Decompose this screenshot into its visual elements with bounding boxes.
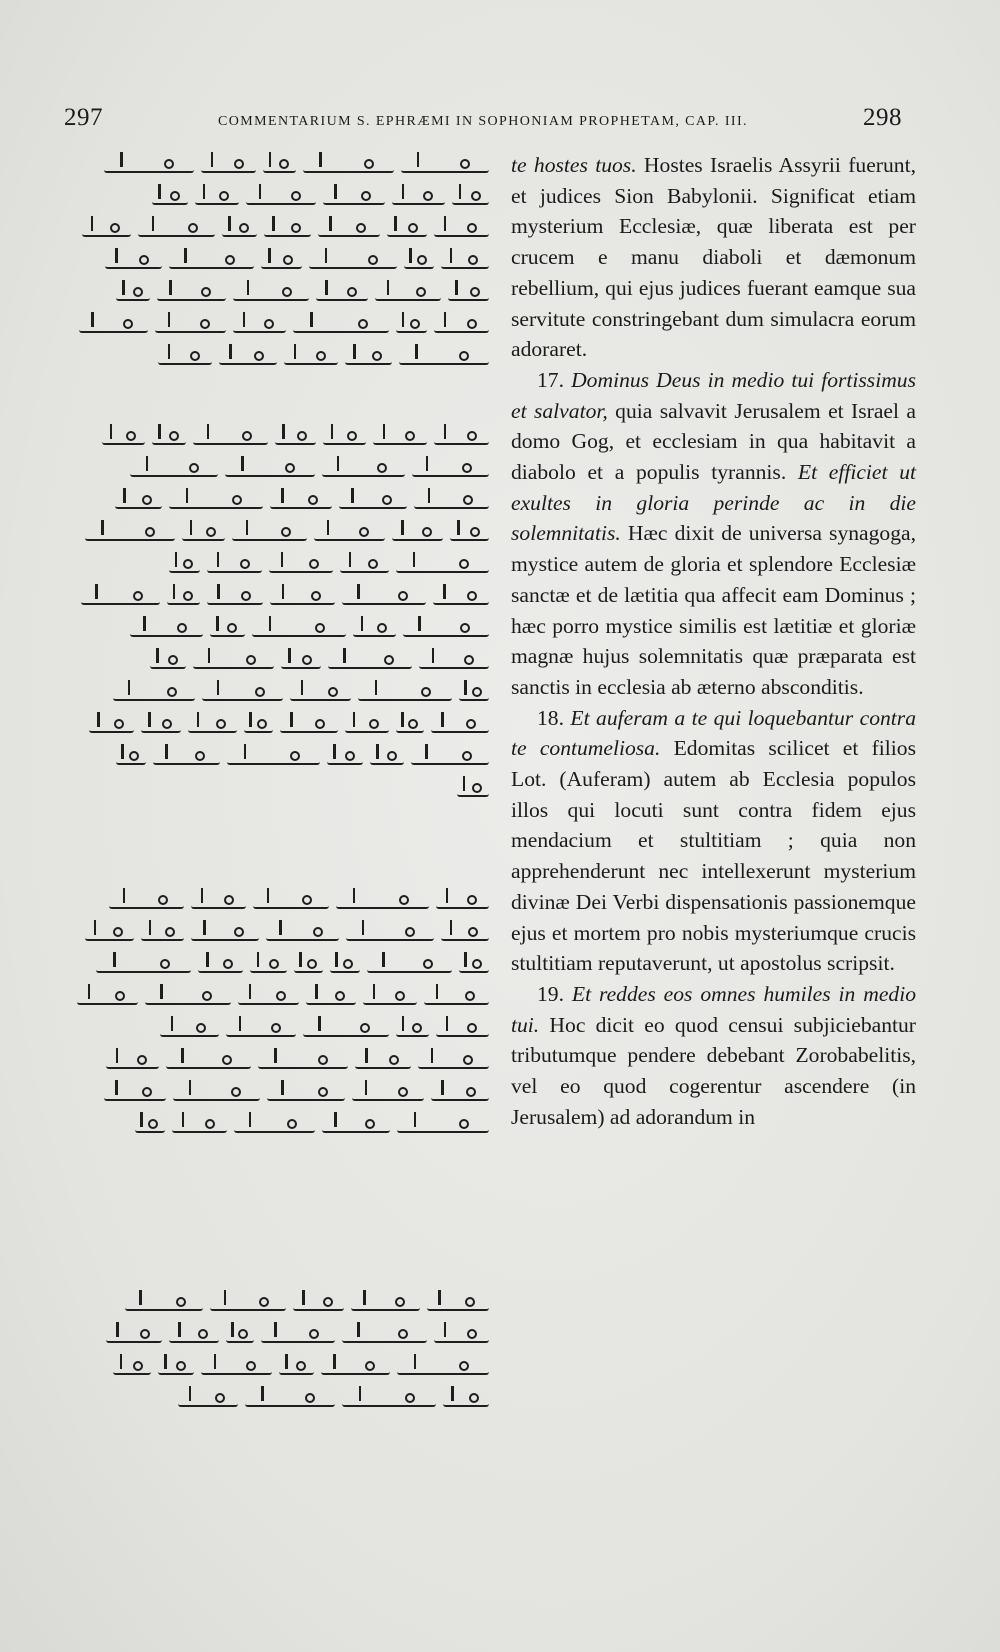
syriac-word-glyph xyxy=(367,959,452,973)
syriac-word-glyph xyxy=(303,159,394,173)
paragraph-verse-18 xyxy=(511,703,916,979)
syriac-word-glyph xyxy=(152,191,188,205)
syriac-word-glyph xyxy=(340,559,389,573)
syriac-word-glyph xyxy=(245,1393,335,1407)
syriac-word-glyph xyxy=(328,655,412,669)
syriac-word-glyph xyxy=(105,255,162,269)
syriac-word-glyph xyxy=(342,1329,427,1343)
syriac-word-glyph xyxy=(270,591,335,605)
syriac-word-glyph xyxy=(441,255,489,269)
syriac-line xyxy=(64,550,489,581)
syriac-word-glyph xyxy=(234,1119,315,1133)
verse-number: 17. xyxy=(537,367,564,392)
syriac-word-glyph xyxy=(396,1023,429,1037)
syriac-word-glyph xyxy=(270,495,332,509)
syriac-word-glyph xyxy=(392,527,443,541)
syriac-line xyxy=(64,710,489,741)
syriac-word-glyph xyxy=(263,159,296,173)
syriac-word-glyph xyxy=(431,1087,489,1101)
syriac-word-glyph xyxy=(412,463,489,477)
syriac-word-glyph xyxy=(226,1329,254,1343)
syriac-word-glyph xyxy=(158,1361,194,1375)
syriac-word-glyph xyxy=(226,1023,296,1037)
syriac-line xyxy=(64,342,489,373)
syriac-line xyxy=(64,150,489,181)
syriac-word-glyph xyxy=(169,495,263,509)
syriac-word-glyph xyxy=(339,495,407,509)
syriac-word-glyph xyxy=(450,527,489,541)
syriac-word-glyph xyxy=(316,287,368,301)
syriac-word-glyph xyxy=(167,591,200,605)
syriac-word-glyph xyxy=(135,1119,165,1133)
syriac-word-glyph xyxy=(232,527,307,541)
syriac-word-glyph xyxy=(397,1361,489,1375)
syriac-word-glyph xyxy=(233,287,309,301)
syriac-line xyxy=(64,486,489,517)
syriac-word-glyph xyxy=(321,1361,390,1375)
syriac-word-glyph xyxy=(207,591,263,605)
syriac-word-glyph xyxy=(433,591,489,605)
syriac-word-glyph xyxy=(269,559,333,573)
syriac-word-glyph xyxy=(233,319,286,333)
syriac-word-glyph xyxy=(81,591,160,605)
syriac-word-glyph xyxy=(252,623,346,637)
syriac-word-glyph xyxy=(169,559,200,573)
verse-number: 19. xyxy=(537,981,564,1006)
syriac-word-glyph xyxy=(267,1087,345,1101)
syriac-word-glyph xyxy=(318,223,380,237)
syriac-line xyxy=(64,518,489,549)
syriac-word-glyph xyxy=(306,991,356,1005)
running-title: COMMENTARIUM S. EPHRÆMI IN SOPHONIAM PROPHETAM, CAP. III. xyxy=(218,114,748,129)
syriac-line xyxy=(64,742,489,773)
syriac-word-glyph xyxy=(225,463,315,477)
syriac-word-glyph xyxy=(396,319,427,333)
syriac-word-glyph xyxy=(281,655,321,669)
syriac-line xyxy=(64,1352,489,1383)
syriac-word-glyph xyxy=(141,719,181,733)
syriac-word-glyph xyxy=(293,319,389,333)
paragraph-verse-19 xyxy=(511,979,916,1133)
syriac-line xyxy=(64,1014,489,1045)
syriac-word-glyph xyxy=(434,1329,489,1343)
syriac-word-glyph xyxy=(153,751,220,765)
syriac-word-glyph xyxy=(280,719,338,733)
syriac-word-glyph xyxy=(345,351,392,365)
verse-number: 18. xyxy=(537,705,564,730)
syriac-word-glyph xyxy=(157,287,226,301)
syriac-word-glyph xyxy=(303,1023,389,1037)
syriac-word-glyph xyxy=(399,351,489,365)
syriac-block-2 xyxy=(64,422,489,806)
syriac-line xyxy=(64,950,489,981)
syriac-word-glyph xyxy=(293,1297,344,1311)
syriac-word-glyph xyxy=(411,751,489,765)
syriac-word-glyph xyxy=(207,559,262,573)
syriac-word-glyph xyxy=(172,1119,227,1133)
syriac-word-glyph xyxy=(414,495,489,509)
paragraph-verse-17 xyxy=(511,365,916,703)
syriac-line xyxy=(64,1078,489,1109)
syriac-word-glyph xyxy=(202,687,283,701)
syriac-word-glyph xyxy=(113,1361,151,1375)
page-header xyxy=(64,104,902,138)
syriac-word-glyph xyxy=(210,623,245,637)
lemma-italic: Dominus Deus in medio tui fortissimus et salvator, xyxy=(511,367,916,423)
syriac-line xyxy=(64,886,489,917)
syriac-word-glyph xyxy=(104,1087,166,1101)
lemma-italic: Et reddes eos omnes humiles in medio tui. xyxy=(511,981,916,1037)
syriac-word-glyph xyxy=(355,1055,411,1069)
syriac-word-glyph xyxy=(336,895,429,909)
syriac-word-glyph xyxy=(141,927,184,941)
syriac-word-glyph xyxy=(434,431,489,445)
syriac-line xyxy=(64,310,489,341)
syriac-word-glyph xyxy=(191,927,259,941)
syriac-word-glyph xyxy=(397,1119,489,1133)
syriac-word-glyph xyxy=(351,1297,420,1311)
syriac-word-glyph xyxy=(284,351,338,365)
syriac-line xyxy=(64,918,489,949)
syriac-word-glyph xyxy=(443,1393,489,1407)
syriac-word-glyph xyxy=(152,431,186,445)
syriac-word-glyph xyxy=(309,255,397,269)
syriac-word-glyph xyxy=(193,655,274,669)
syriac-word-glyph xyxy=(434,223,489,237)
lemma-italic: Et efficiet ut exultes in gloria perinde ac in die solemnitatis. xyxy=(511,460,916,546)
syriac-word-glyph xyxy=(198,959,243,973)
syriac-word-glyph xyxy=(266,927,339,941)
syriac-word-glyph xyxy=(370,751,404,765)
syriac-block-3 xyxy=(64,886,489,1142)
syriac-word-glyph xyxy=(182,527,225,541)
page-number-left: 297 xyxy=(64,104,103,131)
syriac-word-glyph xyxy=(201,1361,272,1375)
syriac-word-glyph xyxy=(373,431,427,445)
syriac-word-glyph xyxy=(346,927,434,941)
syriac-word-glyph xyxy=(250,959,287,973)
syriac-word-glyph xyxy=(238,991,299,1005)
syriac-word-glyph xyxy=(392,191,445,205)
syriac-word-glyph xyxy=(219,351,277,365)
syriac-line xyxy=(64,1384,489,1415)
lemma-italic: te hostes tuos. xyxy=(511,153,637,177)
syriac-word-glyph xyxy=(448,287,489,301)
syriac-word-glyph xyxy=(436,895,489,909)
syriac-word-glyph xyxy=(375,287,441,301)
syriac-word-glyph xyxy=(452,191,489,205)
syriac-word-glyph xyxy=(155,319,226,333)
commentary-text: Hæc dixit de universa synagoga, mystice autem de gloria et splendore Ecclesiæ sanctæ et de lætitia qua affecit eam Dominus ; hæc porro mystice similis est lætitiæ et gloriæ magnæ hujus solemnitatis quæ præparata est sanctis in ecclesia ab æterno absconditis. xyxy=(511,521,916,699)
syriac-line xyxy=(64,454,489,485)
syriac-word-glyph xyxy=(193,431,268,445)
syriac-word-glyph xyxy=(191,895,246,909)
syriac-word-glyph xyxy=(258,1055,348,1069)
syriac-word-glyph xyxy=(418,1055,489,1069)
syriac-word-glyph xyxy=(125,1297,203,1311)
commentary-text: Edomitas scilicet et filios Lot. (Auferam) autem ab Ecclesia populos illos qui locuti sunt contra fidem ejus mendacium et stultitiam ; quia non apprehenderunt nec intellexerunt mysterium divinæ Dei Verbi dispensationis passionemque ejus et mortem pro nobis mysteriumque crucis stultitiam reputaverunt, ut apostolus scripsit. xyxy=(511,736,917,976)
syriac-line xyxy=(64,246,489,277)
syriac-line xyxy=(64,1288,489,1319)
syriac-word-glyph xyxy=(77,991,138,1005)
syriac-line xyxy=(64,278,489,309)
syriac-line xyxy=(64,582,489,613)
syriac-word-glyph xyxy=(457,783,489,797)
syriac-word-glyph xyxy=(145,991,231,1005)
syriac-word-glyph xyxy=(210,1297,286,1311)
syriac-word-glyph xyxy=(290,687,351,701)
syriac-word-glyph xyxy=(130,623,203,637)
syriac-word-glyph xyxy=(279,1361,314,1375)
syriac-word-glyph xyxy=(188,719,237,733)
latin-text-column xyxy=(511,150,916,1133)
syriac-line xyxy=(64,982,489,1013)
syriac-line xyxy=(64,614,489,645)
syriac-word-glyph xyxy=(431,719,489,733)
syriac-word-glyph xyxy=(166,1055,251,1069)
syriac-word-glyph xyxy=(342,1393,436,1407)
syriac-text-column xyxy=(64,150,489,1470)
syriac-word-glyph xyxy=(244,719,273,733)
syriac-word-glyph xyxy=(150,655,186,669)
syriac-word-glyph xyxy=(173,1087,260,1101)
syriac-line xyxy=(64,646,489,677)
syriac-word-glyph xyxy=(459,959,489,973)
paragraph-continuation xyxy=(511,150,916,365)
syriac-word-glyph xyxy=(178,1393,238,1407)
syriac-word-glyph xyxy=(419,655,489,669)
syriac-word-glyph xyxy=(169,255,254,269)
syriac-word-glyph xyxy=(459,687,489,701)
syriac-word-glyph xyxy=(222,223,257,237)
syriac-word-glyph xyxy=(294,959,323,973)
syriac-line xyxy=(64,1110,489,1141)
syriac-word-glyph xyxy=(116,751,146,765)
syriac-word-glyph xyxy=(396,559,489,573)
commentary-text: quia salvavit Jerusalem et Israel a domo Gog, et ecclesiam in qua habitavit a diabolo et a populis tyrannis. xyxy=(511,398,916,485)
syriac-word-glyph xyxy=(403,623,489,637)
syriac-word-glyph xyxy=(323,191,385,205)
syriac-word-glyph xyxy=(102,431,145,445)
page-number-right: 298 xyxy=(863,104,902,131)
syriac-line xyxy=(64,214,489,245)
syriac-line xyxy=(64,422,489,453)
syriac-word-glyph xyxy=(427,1297,489,1311)
syriac-word-glyph xyxy=(434,319,489,333)
syriac-word-glyph xyxy=(85,927,134,941)
syriac-word-glyph xyxy=(342,591,426,605)
syriac-word-glyph xyxy=(387,223,427,237)
syriac-word-glyph xyxy=(79,319,148,333)
syriac-word-glyph xyxy=(169,1329,219,1343)
syriac-word-glyph xyxy=(195,191,239,205)
syriac-line xyxy=(64,678,489,709)
syriac-word-glyph xyxy=(158,351,212,365)
syriac-word-glyph xyxy=(85,527,175,541)
syriac-word-glyph xyxy=(436,1023,489,1037)
syriac-word-glyph xyxy=(160,1023,219,1037)
syriac-word-glyph xyxy=(441,927,489,941)
syriac-word-glyph xyxy=(352,1087,424,1101)
syriac-word-glyph xyxy=(401,159,489,173)
syriac-block-1 xyxy=(64,150,489,374)
syriac-word-glyph xyxy=(345,719,389,733)
syriac-word-glyph xyxy=(130,463,218,477)
syriac-word-glyph xyxy=(104,159,194,173)
syriac-word-glyph xyxy=(261,1329,335,1343)
syriac-word-glyph xyxy=(261,255,302,269)
lemma-italic: Et auferam a te qui loquebantur contra te contumeliosa. xyxy=(511,705,916,761)
syriac-line xyxy=(64,1320,489,1351)
syriac-word-glyph xyxy=(314,527,385,541)
syriac-word-glyph xyxy=(201,159,256,173)
syriac-word-glyph xyxy=(264,223,311,237)
syriac-word-glyph xyxy=(106,1055,159,1069)
syriac-line xyxy=(64,182,489,213)
syriac-word-glyph xyxy=(396,719,424,733)
commentary-text: Hoc dicit eo quod censui subjiciebantur tributumque pendere debebant Zorobabelitis, vel eo quod cogerentur ascendere (in Jerusalem) ad adorandum in xyxy=(511,1012,916,1129)
syriac-word-glyph xyxy=(106,1329,162,1343)
commentary-text: Hostes Israelis Assyrii fuerunt, et judices Sion Babylonii. Significat etiam mysterium Ecclesiæ, quæ liberata est per crucem e manu diaboli et dæmonum rebellium, qui ejus judices fuerant eamque sua servitute constringebant dum simulacra eorum adoraret. xyxy=(511,153,916,362)
syriac-word-glyph xyxy=(275,431,316,445)
syriac-word-glyph xyxy=(424,991,489,1005)
syriac-word-glyph xyxy=(115,495,162,509)
syriac-word-glyph xyxy=(322,463,405,477)
syriac-line xyxy=(64,1046,489,1077)
syriac-word-glyph xyxy=(82,223,131,237)
syriac-word-glyph xyxy=(109,895,184,909)
syriac-word-glyph xyxy=(96,959,191,973)
syriac-line xyxy=(64,774,489,805)
syriac-word-glyph xyxy=(404,255,434,269)
syriac-word-glyph xyxy=(113,687,195,701)
syriac-word-glyph xyxy=(327,751,363,765)
syriac-word-glyph xyxy=(253,895,329,909)
syriac-word-glyph xyxy=(353,623,396,637)
syriac-word-glyph xyxy=(116,287,150,301)
syriac-word-glyph xyxy=(227,751,320,765)
syriac-word-glyph xyxy=(358,687,452,701)
syriac-word-glyph xyxy=(363,991,417,1005)
syriac-word-glyph xyxy=(246,191,316,205)
syriac-word-glyph xyxy=(322,1119,390,1133)
syriac-block-4 xyxy=(64,1288,489,1416)
syriac-word-glyph xyxy=(138,223,215,237)
syriac-word-glyph xyxy=(323,431,366,445)
syriac-word-glyph xyxy=(89,719,134,733)
syriac-word-glyph xyxy=(330,959,360,973)
